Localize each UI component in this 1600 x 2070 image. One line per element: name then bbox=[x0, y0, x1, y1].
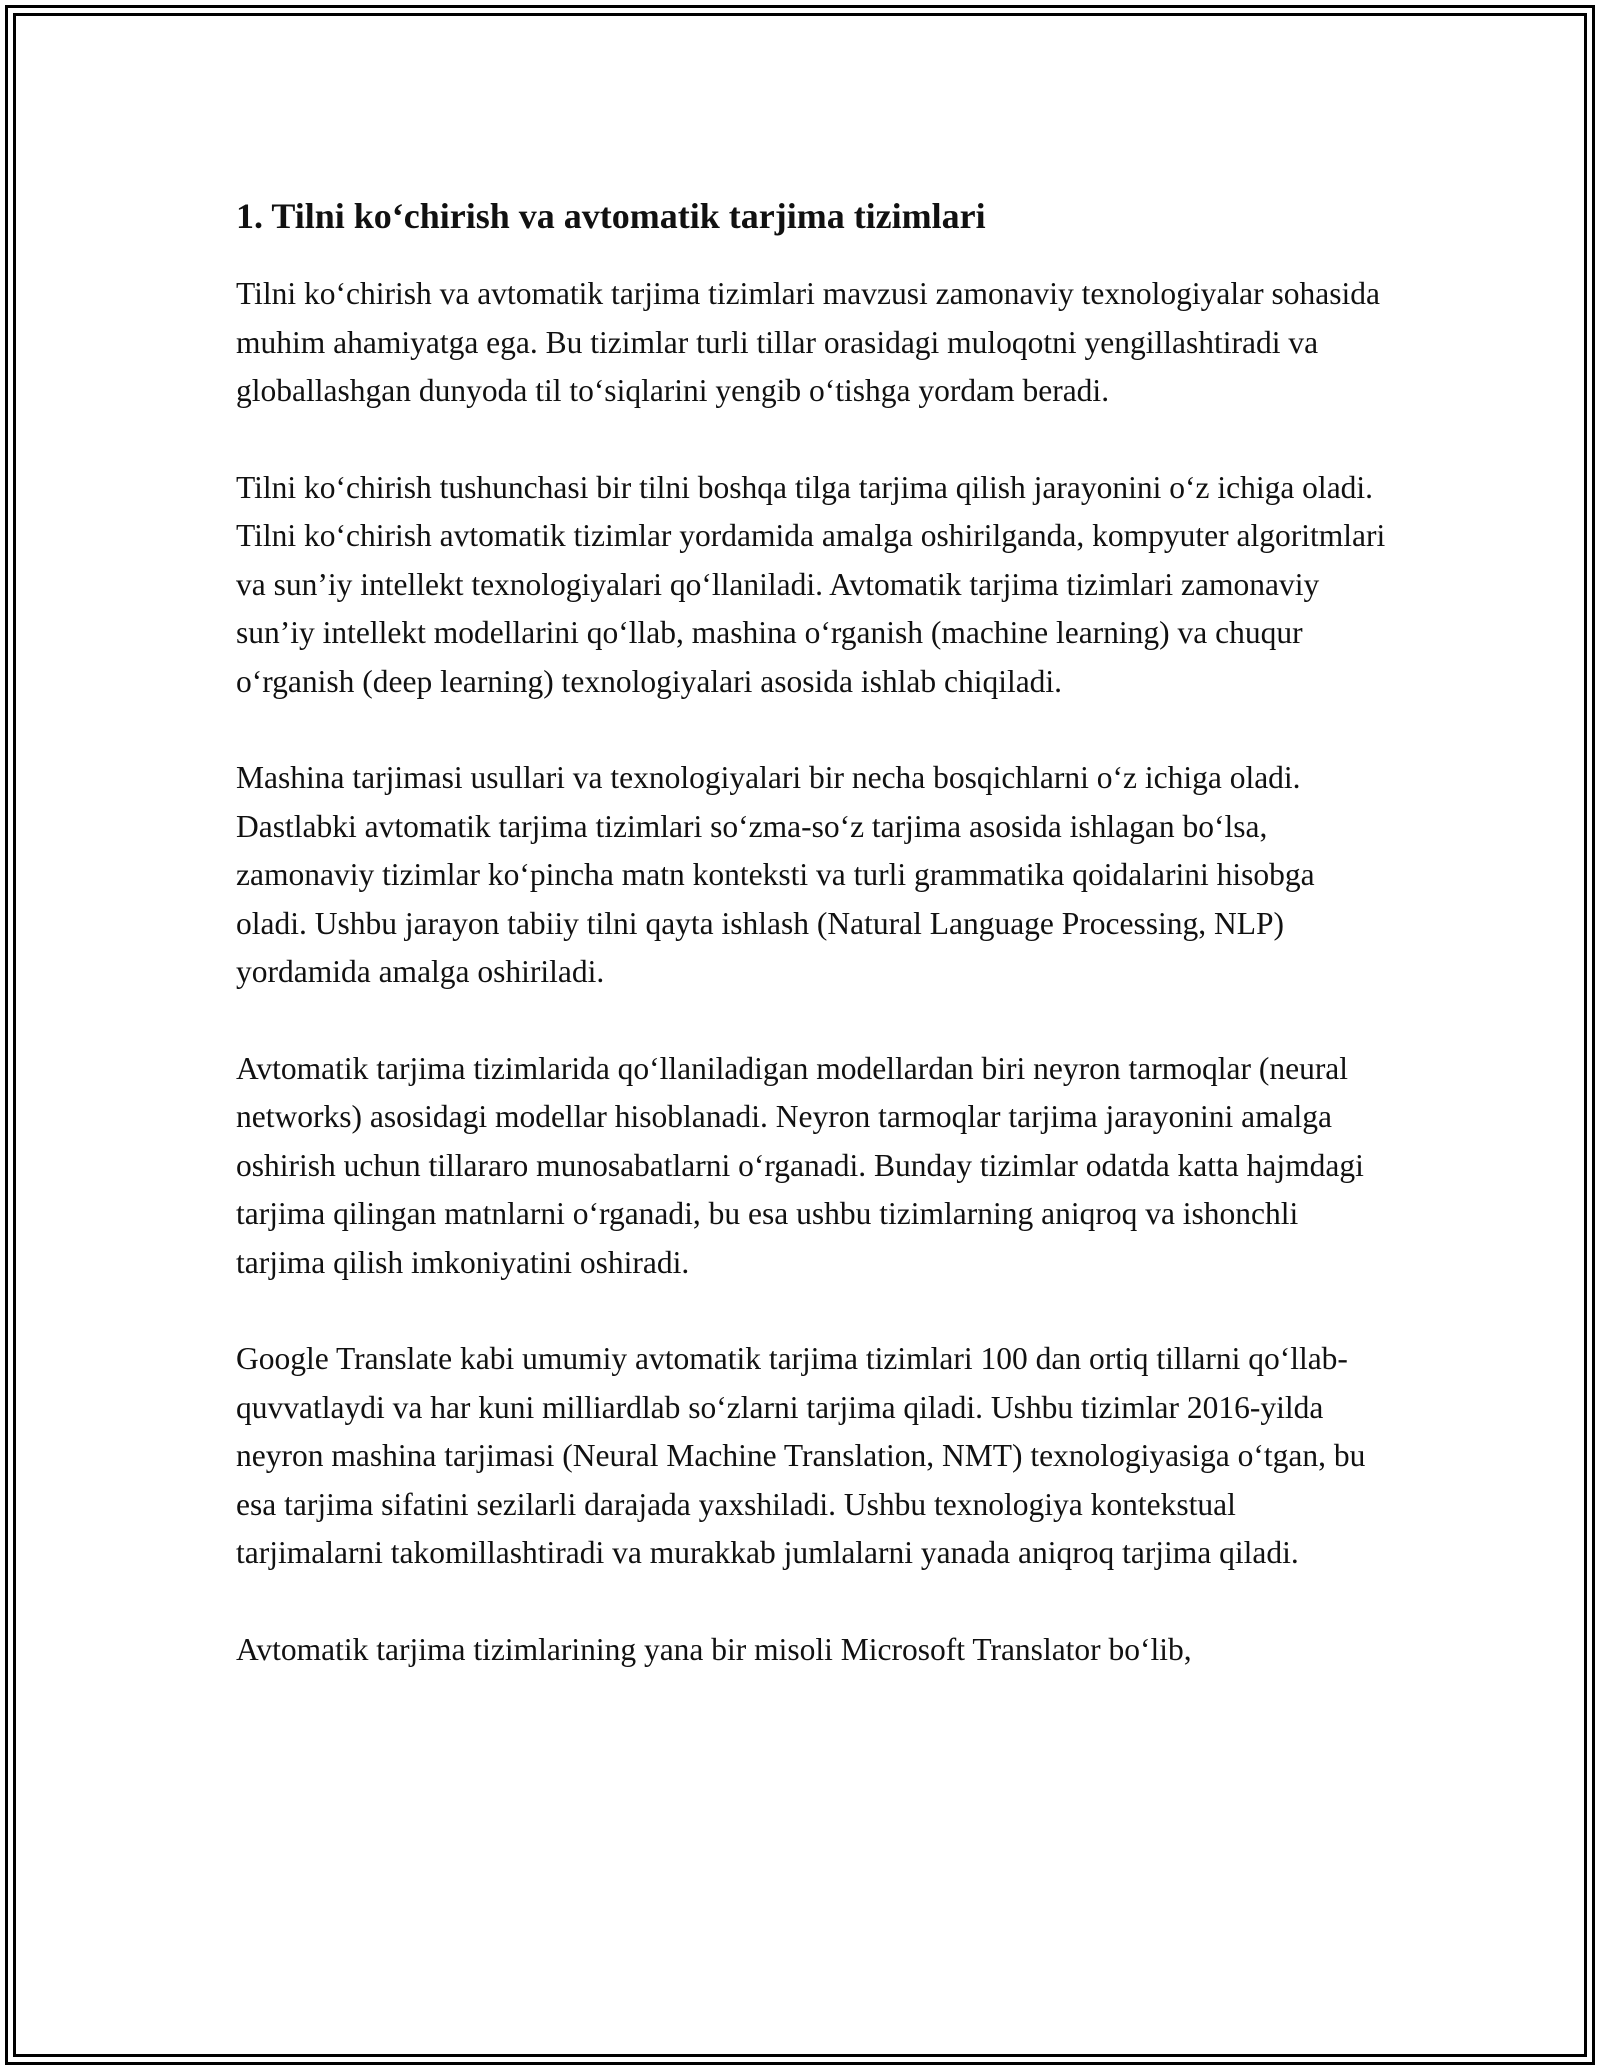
paragraph-neural-networks: Avtomatik tarjima tizimlarida qo‘llaniladigan modellardan biri neyron tarmoqlar (neural networks) asosidagi modellar hisoblanadi. Neyron tarmoqlar tarjima jarayonini amalga oshirish uchun tillararo munosabatlarni o‘rganadi. Bunday tizimlar odatda katta hajmdagi tarjima qilingan matnlarni o‘rganadi, bu esa ushbu tizimlarning aniqroq va ishonchli tarjima qilish imkoniyatini oshiradi. bbox=[236, 1050, 1364, 1280]
paragraph-google-translate: Google Translate kabi umumiy avtomatik tarjima tizimlari 100 dan ortiq tillarni qo‘llab-quvvatlaydi va har kuni milliardlab so‘zlarni tarjima qiladi. Ushbu tizimlar 2016-yilda neyron mashina tarjimasi (Neural Machine Translation, NMT) texnologiyasiga o‘tgan, bu esa tarjima sifatini sezilarli darajada yaxshiladi. Ushbu texnologiya kontekstual tarjimalarni takomillashtiradi va murakkab jumlalarni yanada aniqroq tarjima qiladi. bbox=[236, 1341, 1366, 1570]
section-heading: 1. Tilni ko‘chirish va avtomatik tarjima tizimlari bbox=[236, 196, 986, 236]
paragraph-intro: Tilni ko‘chirish va avtomatik tarjima tizimlari mavzusi zamonaviy texnologiyalar sohasida muhim ahamiyatga ega. Bu tizimlar turli tillar orasidagi muloqotni yengillashtiradi va globallashgan dunyoda til to‘siqlarini yengib o‘tishga yordam beradi. bbox=[236, 276, 1380, 408]
paragraph-microsoft-translator: Avtomatik tarjima tizimlarining yana bir misoli Microsoft Translator bo‘lib, bbox=[236, 1631, 1192, 1667]
document-body bbox=[236, 188, 1386, 1722]
paragraph-concept: Tilni ko‘chirish tushunchasi bir tilni boshqa tilga tarjima qilish jarayonini o‘z ichiga oladi. Tilni ko‘chirish avtomatik tizimlar yordamida amalga oshirilganda, kompyuter algoritmlari va sun’iy intellekt texnologiyalari qo‘llaniladi. Avtomatik tarjima tizimlari zamonaviy sun’iy intellekt modellarini qo‘llab, mashina o‘rganish (machine learning) va chuqur o‘rganish (deep learning) texnologiyalari asosida ishlab chiqiladi. bbox=[236, 469, 1386, 699]
paragraph-methods: Mashina tarjimasi usullari va texnologiyalari bir necha bosqichlarni o‘z ichiga oladi. Dastlabki avtomatik tarjima tizimlari so‘zma-so‘z tarjima asosida ishlagan bo‘lsa, zamonaviy tizimlar ko‘pincha matn konteksti va turli grammatika qoidalarini hisobga oladi. Ushbu jarayon tabiiy tilni qayta ishlash (Natural Language Processing, NLP) yordamida amalga oshiriladi. bbox=[236, 760, 1315, 989]
